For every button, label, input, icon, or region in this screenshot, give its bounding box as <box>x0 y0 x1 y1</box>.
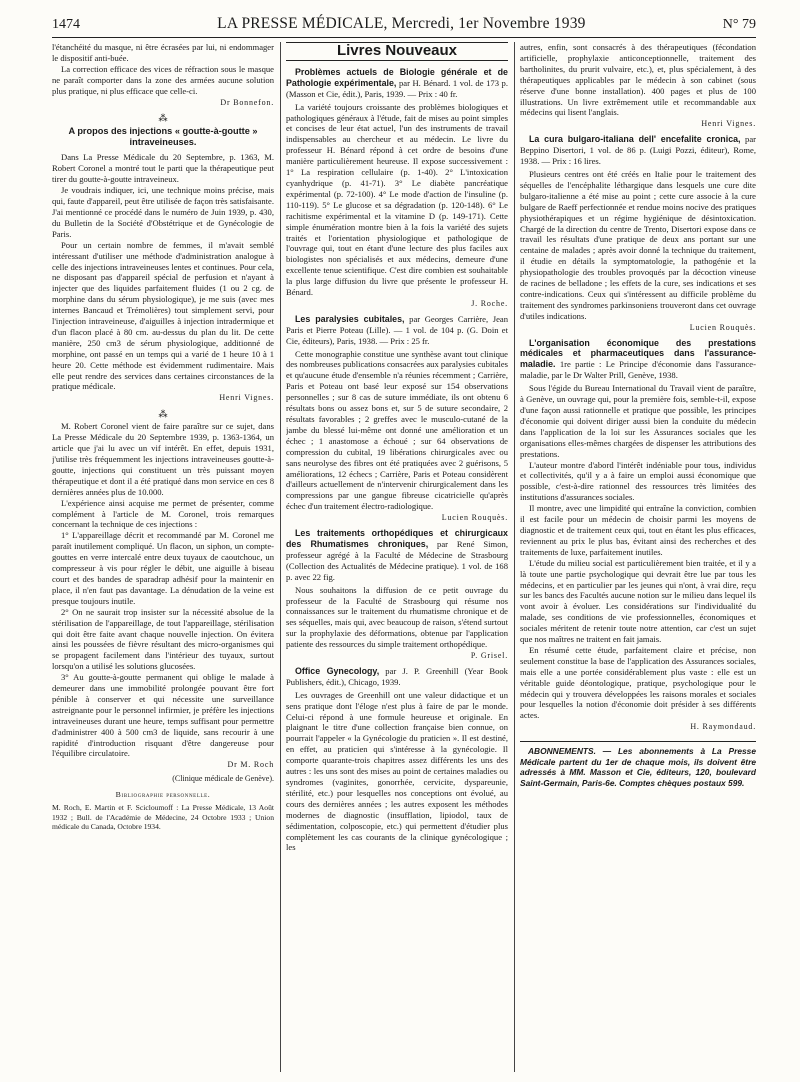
review-body: Les ouvrages de Greenhill ont une valeur didactique et un sens pratique dont l'éloge n'est plus à faire de par le monde. Celui-ci répond à une formule heureuse et originale. En plaignant le titre d'une collection française bien connue, on pourrait l'appeler « la Gynécologie du praticien ». Il est destiné, en effet, au praticien qui s'intéresse à la gynécologie. Il comporte quarante-trois chapitres assez différents les uns des autres : les uns sont des mises au point de certaines maladies ou syndromes (vaginites, gonorrhée, cervicite, dyspareunie, stérilité, etc.) pour lesquelles nos conceptions ont évolué, au cours des dernières années ; les autres exposent les méthodes modernes de diagnostic (insufflation, lipiodol, taux de sédimentation, colposcopie, etc.) qui permettent d'étudier plus complètement les cas courants de la clinique gynécologique ; les <box>286 689 508 853</box>
column-3 <box>520 42 756 1074</box>
review-header <box>520 134 756 167</box>
paragraph: M. Robert Coronel vient de faire paraître sur ce sujet, dans La Presse Médicale du 20 Septembre 1939, p. 1363-1364, un article que j'ai lu avec un vif intérêt. En effet, depuis 1931, j'utilise très fréquemment les injections intraveineuses goutte-à-goutte, injections qui constituent un très puissant moyen thérapeutique et dont il a été pratiqué dans mon service en ces 8 dernières années plus de 10.000. <box>52 421 274 497</box>
review-body: Nous souhaitons la diffusion de ce petit ouvrage du professeur de la Faculté de Strasbourg qui résume nos connaissances sur le traitement du rhumatisme chronique et de ses séquelles, mais qui, avec beaucoup de raison, s'étend surtout sur la prophylaxie des déformations, obtenue par l'application patiente des ressources du simple traitement orthopédique. <box>286 584 508 650</box>
journal-title: LA PRESSE MÉDICALE, Mercredi, 1er Novembre 1939 <box>217 15 586 32</box>
signature: Lucien Rouquès. <box>689 322 756 332</box>
bibliography-heading: Bibliographie personnelle. <box>115 790 211 800</box>
signature: H. Raymondaud. <box>690 722 756 732</box>
page-number: 1474 <box>52 17 80 32</box>
review-body: Sous l'égide du Bureau International du Travail vient de paraître, à Genève, un ouvrage qui, pour la première fois, semble-t-il, expose d'une façon aussi rationnelle et pratique que possible, les principes d'économie qui doivent diriger aussi bien la conduite du médecin dans l'application de la loi sur les Assurances sociales que les organisations elles-mêmes chargées de dispenser les attributions des prestations. <box>520 383 756 459</box>
review-title: Les paralysies cubitales, <box>295 313 405 324</box>
column-1 <box>52 42 274 1074</box>
signature-affiliation: (Clinique médicale de Genève). <box>172 774 274 784</box>
review-reference: par Beppino Disertori, 1 vol. de 86 p. (Luigi Pozzi, éditeur), Rome, 1938. — Prix : 16 lires. <box>520 134 756 167</box>
review-reference: par René Simon, professeur agrégé à la Faculté de Médecine de Strasbourg (Collection des Actualités de Médecine pratique). 1 vol. de 168 p. avec 22 fig. <box>286 538 508 582</box>
signature: Dr M. Roch <box>227 760 274 770</box>
section-heading: Livres Nouveaux <box>286 42 508 61</box>
review-header <box>286 666 508 688</box>
paragraph: Je voudrais indiquer, ici, une technique moins précise, mais qui, faute d'appareil, peut être utilisée de façon très satisfaisante. J'ai mentionné ce procédé dans le numéro de Juin 1939, p. 430, du Bulletin de la Société d'Obstétrique et de Gynécologie de Paris. <box>52 185 274 239</box>
review-body: Plusieurs centres ont été créés en Italie pour le traitement des séquelles de l'encéphalite léthargique dans lesquels une cure dite bulgaro-italienne a été mise au point ; cette cure associe à la cure bulgare de Raeff perfectionnée et rendue moins nocive des pratiques physiothérapiques et un régime hygiénique de désintoxication. Chargé de la direction du centre de Trento, Disertori expose dans ce travail les résultats d'une pratique de deux ans portant sur une centaine de malades ; après avoir donné la technique du traitement, il étudie en détails la symptomatologie, la pathogénie et la physiopathologie des troubles provoqués par la décoction vineuse de racines de belladone ; les effets de la cure, ses indications et ses contre-indications. Ceux qui s'intéressent au difficile problème du traitement des syndromes parkinsoniens trouveront dans cet ouvrage d'utiles indications. <box>520 168 756 321</box>
review-continuation: autres, enfin, sont consacrés à des thérapeutiques (fécondation artificielle, prophylaxie anticonceptionnelle, traitement des bartholinites, du prurit vulvaire, etc.), et, plus spécialement, à des thérapeutiques applicables par le médecin à son cabinet (sous réserve d'une bonne installation). 400 pages et plus de 100 illustrations. Un livre extrêmement utile et recommandable aux médecins qui lisent l'anglais. <box>520 42 756 118</box>
review-body: Il montre, avec une limpidité qui entraîne la conviction, combien il est facile pour un médecin de choisir parmi les moyens de diagnostic et de traitement ceux qui, tout en étant les plus efficaces, reviennent au prix le plus bas, évitant ainsi des recherches et des traitements de luxe, parfaitement inutiles. <box>520 503 756 557</box>
section-separator: ⁂ <box>158 409 168 420</box>
review-reference: par J. P. Greenhill (Year Book Publishers, édit.), Chicago, 1939. <box>286 665 508 687</box>
paragraph: Pour un certain nombre de femmes, il m'avait semblé intéressant d'utiliser une méthode d'administration analogue à celle des injections intraveineuses lentes et continues. Pour cela, ne disposant pas d'appareil spécial de perfusion et n'ayant à injecter que des liquides parfaitement fluides (1 ou 2 cg. de morphine dans du sérum physiologique), je me suis (avec mes internes Bancaud et Trémolières) tout simplement servi, pour l'injection intraveineuse, d'aiguilles à injection intradermique et d'un flacon placé à 80 cm. au-dessus du plan du lit. De cette manière, 250 cm3 de sérum physiologique, additionné de morphine, ont passé en un temps qui a varié de 1 heure 10 à 1 heure 20. Cette méthode est évidemment rudimentaire. Mais elle peut rendre des services dans certaines circonstances de la pratique médicale. <box>52 239 274 392</box>
review-reference: par Georges Carrière, Jean Paris et Pierre Poteau (Lille). — 1 vol. de 104 p. (G. Doin et Cie, éditeurs), Paris, 1938. — Prix : 25 fr. <box>286 313 508 346</box>
paragraph: 1° L'appareillage décrit et recommandé par M. Coronel me paraît inutilement compliqué. Un flacon, un siphon, un compte-gouttes en verre intercalé entre deux tuyaux de caoutchouc, un compresseur à vis pour régler le débit, une aiguille à biseau court et des bandes de sparadrap adhésif pour la maintenir en place, il n'en faut pas davantage. La dénudation de la veine est presque toujours inutile. <box>52 530 274 606</box>
review-title: Office Gynecology, <box>295 665 380 676</box>
bibliography: M. Roch, E. Martin et F. Scicloumoff : La Presse Médicale, 13 Août 1932 ; Bull. de l'Académie de Médecine, 24 Octobre 1933 ; Union médicale du Canada, Octobre 1934. <box>52 803 274 832</box>
column-divider <box>280 42 281 1072</box>
signature: J. Roche. <box>471 298 508 308</box>
paragraph: 2° On ne saurait trop insister sur la nécessité absolue de la stérilisation de l'appareillage, de tout l'appareillage, stérilisation qui doit être faite avant chaque nouvelle injection. On évitera ainsi les poussées de fièvre résultant des micro-organismes qui se propagent facilement dans l'intérieur des tuyaux, surtout lorsqu'on a utilisé les solutions glucosées. <box>52 606 274 672</box>
review-reference: par H. Bénard. 1 vol. de 173 p. (Masson et Cie, édit.), Paris, 1939. — Prix : 40 fr. <box>286 77 508 99</box>
review-header <box>520 338 756 382</box>
review-title: La cura bulgaro-italiana dell' encefalite cronica, <box>529 134 741 145</box>
issue-number: N° 79 <box>722 17 756 32</box>
review-title: Problèmes actuels de Biologie générale et de Pathologie expérimentale, <box>286 66 508 88</box>
review-body: L'auteur montre d'abord l'intérêt indéniable pour tous, individus et collectivités, qu'il y a à faire un emploi aussi économique que possible, c'est-à-dire rationnel des ressources très limitées des institutions d'assurances sociales. <box>520 459 756 503</box>
paragraph: l'étanchéité du masque, ni être écrasées par lui, ni endommager le dispositif anti-buée. <box>52 42 274 63</box>
review-header <box>286 314 508 347</box>
subscription-notice: ABONNEMENTS. — Les abonnements à La Presse Médicale partent du 1er de chaque mois, ils doivent être adressés à MM. Masson et Cie, éditeurs, 120, boulevard Saint-Germain, Paris-6e. Comptes chèques postaux 599. <box>520 741 756 788</box>
signature: Dr Bonnefon. <box>220 97 274 107</box>
review-body: L'étude du milieu social est particulièrement bien traitée, et il y a là toute une partie psychologique qui devrait être lue par tous les médecins, et en particulier par les jeunes qui n'ont, à vrai dire, reçu sur les bancs des Facultés aucune notion sur le milieu dans lequel ils vont avoir à évoluer. Les considérations sur l'individualité du malade, ses conditions de vie professionnelles, économiques et sociales méritent de retenir toute notre attention, car c'est un sujet que nos maîtres ne traitent en fait jamais. <box>520 557 756 645</box>
paragraph: 3° Au goutte-à-goutte permanent qui oblige le malade à demeurer dans une immobilité prolongée pouvant être fort pénible à conserver et qui nécessite une surveillance astreignante pour le personnel infirmier, je préfère les injections intraveineuses durant une heure, temps suffisant pour permettre d'administrer 400 à 500 cm3 de liquide, sans recourir à une rapidité d'introduction risquant d'être dangereuse pour l'équilibre circulatoire. <box>52 672 274 759</box>
paragraph: La correction efficace des vices de réfraction sous le masque ne paraît comporter dans la zone des armées aucune solution plus pratique, ni plus efficace que celle-ci. <box>52 63 274 96</box>
review-header <box>286 67 508 100</box>
review-body: En résumé cette étude, parfaitement claire et précise, non seulement constitue la base de l'application des Assurances sociales, mais elle a une portée considérablement plus vaste : elle est un véritable guide déontologique, pratique, psychologique pour le médecin qui y trouvera développées les raisons morales et sociales pour lesquelles la notion d'économie doit présider à ses différents actes. <box>520 644 756 721</box>
signature: Henri Vignes. <box>219 393 274 403</box>
signature: Lucien Rouquès. <box>441 513 508 523</box>
article-title: A propos des injections « goutte-à-goutte » intraveineuses. <box>68 126 258 148</box>
review-title: L'organisation économique des prestations médicales et pharmaceutiques dans l'assurance-maladie. <box>520 337 756 370</box>
review-body: La variété toujours croissante des problèmes biologiques et pathologiques généraux à l'étude, fait de mises au point simples et concises de leur état actuel, l'un des instruments de travail indispensables au chercheur et au médecin. Le livre du professeur H. Bénard répond à cet ordre de besoins d'une manière particulièrement heureuse. Il expose successivement : 1° La respiration cellulaire (p. 1-40). 2° L'intoxication cyanhydrique (p. 41-71). 3° Le diabète pancréatique expérimental (p. 72-100). 4° Le mode d'action de l'insuline (p. 110-119). 5° Le glucose et sa dégradation (p. 120-148). 6° Le rachitisme expérimental et la vitamine D (p. 149-171). Cette simple énumération montre bien à la fois la variété des sujets traités et l'orientation physiologique et pathologique de l'ouvrage qui, tout en étant d'une lecture des plus faciles aux biologistes non spécialisés et aux médecins, demeure d'une excellente tenue scientifique. C'est dire combien est souhaitable la plus large diffusion du livre que présente le professeur H. Bénard. <box>286 101 508 298</box>
column-2 <box>286 42 508 1074</box>
paragraph: L'expérience ainsi acquise me permet de présenter, comme complément à l'article de M. Coronel, trois remarques concernant la technique de ces injections : <box>52 497 274 530</box>
signature: P. Grisel. <box>470 651 508 661</box>
section-separator: ⁂ <box>158 113 168 124</box>
review-header <box>286 528 508 583</box>
signature: Henri Vignes. <box>701 119 756 129</box>
page-header <box>52 8 756 38</box>
review-reference: 1re partie : Le Principe d'économie dans l'assurance-maladie, par le Dr Walter Prill, Genève, 1938. <box>520 359 756 381</box>
review-body: Cette monographie constitue une synthèse avant tout clinique des nombreuses publications consacrées aux paralysies cubitales et qu'aucune étude d'ensemble n'a réunies récemment ; Carrière, Paris et Poteau ont basé leur exposé sur 154 observations personnelles ; sur 8 cas de suture immédiate, ils ont obtenu 6 résultats bons ou assez bons et, sur 5 de suture secondaire, 2 résultats favorables ; 2 greffes avec le musculo-cutané de la jambe du blessé lui-même ont donné une amélioration et un échec ; 1 anastomose a échoué ; sur 64 observations de compression du cubital, 19 libérations chirurgicales avec ou sans neurolyse des fibres ont été pratiquées avec 2 guérisons, 5 améliorations, 12 échecs ; Carrière, Paris et Poteau considèrent d'ailleurs actuellement de n'intervenir chirurgicalement dans les compressions par une gangue fibreuse cicatricielle qu'après échec d'un traitement électro-radiologique. <box>286 348 508 512</box>
paragraph: Dans La Presse Médicale du 20 Septembre, p. 1363, M. Robert Coronel a montré tout le parti que la thérapeutique peut tirer du goutte-à-goutte intraveineux. <box>52 152 274 185</box>
review-title: Les traitements orthopédiques et chirurgicaux des Rhumatismes chroniques, <box>286 528 508 549</box>
column-divider <box>514 42 515 1072</box>
